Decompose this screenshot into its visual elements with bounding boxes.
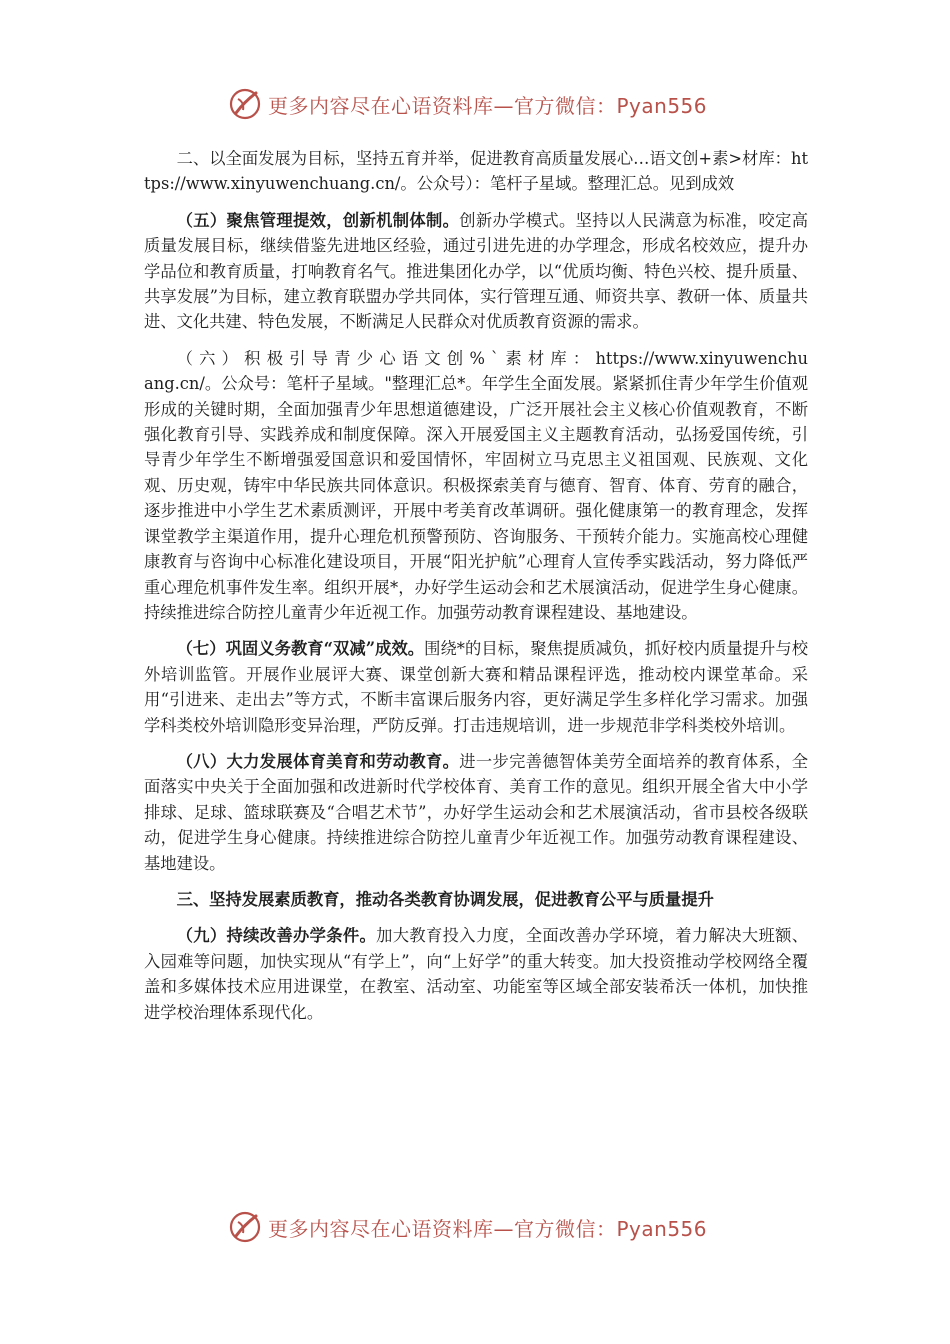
paragraph-spread-heading: （六）积极引导青少心语文创%`素材库： xyxy=(176,348,596,368)
section-heading-three xyxy=(144,887,808,912)
paragraph-item-8 xyxy=(144,749,808,876)
paragraph-heading: （八）大力发展体育美育和劳动教育。 xyxy=(176,751,460,771)
document-body xyxy=(144,146,808,1036)
paragraph-item-5 xyxy=(144,208,808,335)
paragraph-item-7 xyxy=(144,636,808,738)
paragraph-heading: （七）巩固义务教育“双减”成效。 xyxy=(176,639,425,659)
paragraph-text: 加大教育投入力度，全面改善办学环境，着力解决大班额、入园难等问题，加快实现从“有学上”，向“上好学”的重大转变。加大投资推动学校网络全覆盖和多媒体技术应用进课堂，在教室、活动室、功能室等区域全部安装希沃一体机，加快推进学校治理体系现代化。 xyxy=(144,926,808,1022)
footer-watermark-banner xyxy=(228,1207,707,1247)
paragraph-text: https://www.xinyuwenchuang.cn/。公众号：笔杆子星域。"整理汇总*。年学生全面发展。紧紧抓住青少年学生价值观形成的关键时期，全面加强青少年思想道德建设，广泛开展社会主义核心价值观教育，不断强化教育引导、实践养成和制度保障。深入开展爱国主义主题教育活动，弘扬爱国传统，引导青少年学生不断增强爱国意识和爱国情怀，牢固树立马克思主义祖国观、民族观、文化观、历史观，铸牢中华民族共同体意识。积极探索美育与德育、智育、体育、劳育的融合，逐步推进中小学生艺术素质测评，开展中考美育改革调研。强化健康第一的教育理念，发挥课堂教学主渠道作用，提升心理危机预警预防、咨询服务、干预转介能力。实施高校心理健康教育与咨询中心标准化建设项目，开展“阳光护航”心理育人宣传季实践活动，努力降低严重心理危机事件发生率。组织开展*，办好学生运动会和艺术展演活动，促进学生身心健康。持续推进综合防控儿童青少年近视工作。加强劳动教育课程建设、基地建设。 xyxy=(144,348,808,622)
paragraph-section-two xyxy=(144,146,808,197)
paragraph-text: 二、以全面发展为目标，坚持五育并举，促进教育高质量发展心…语文创+素>材库：https://www.xinyuwenchuang.cn/。公众号）：笔杆子星域。整理汇总。见到成效 xyxy=(144,149,808,194)
paragraph-heading: （五）聚焦管理提效，创新机制体制。 xyxy=(176,210,460,230)
paragraph-text: 围绕*的目标，聚焦提质减负，抓好校内质量提升与校外培训监管。开展作业展评大赛、课堂创新大赛和精品课程评选，推动校内课堂革命。采用“引进来、走出去”等方式，不断丰富课后服务内容，更好满足学生多样化学习需求。加强学科类校外培训隐形变异治理，严防反弹。打击违规培训，进一步规范非学科类校外培训。 xyxy=(144,639,808,735)
brush-logo-icon xyxy=(228,87,262,121)
paragraph-heading: （九）持续改善办学条件。 xyxy=(176,926,377,946)
paragraph-text: 创新办学模式。坚持以人民满意为标准，咬定高质量发展目标，继续借鉴先进地区经验，通过引进先进的办学理念，形成名校效应，提升办学品位和教育质量，打响教育名气。推进集团化办学，以“优质均衡、特色兴校、提升质量、共享发展”为目标，建立教育联盟办学共同体，实行管理互通、师资共享、教研一体、质量共进、文化共建、特色发展，不断满足人民群众对优质教育资源的需求。 xyxy=(144,210,808,332)
paragraph-item-6 xyxy=(144,346,808,625)
paragraph-item-9 xyxy=(144,923,808,1025)
brush-logo-icon xyxy=(228,1210,262,1244)
paragraph-text: 进一步完善德智体美劳全面培养的教育体系，全面落实中央关于全面加强和改进新时代学校体育、美育工作的意见。组织开展全省大中小学排球、足球、篮球联赛及“合唱艺术节”，办好学生运动会和艺术展演活动，省市县校各级联动，促进学生身心健康。持续推进综合防控儿童青少年近视工作。加强劳动教育课程建设、基地建设。 xyxy=(144,751,808,873)
watermark-text: 更多内容尽在心语资料库—官方微信：Pyan556 xyxy=(268,93,708,118)
header-watermark-banner xyxy=(228,84,707,124)
section-heading-text: 三、坚持发展素质教育，推动各类教育协调发展，促进教育公平与质量提升 xyxy=(176,889,714,909)
watermark-text: 更多内容尽在心语资料库—官方微信：Pyan556 xyxy=(268,1216,708,1241)
